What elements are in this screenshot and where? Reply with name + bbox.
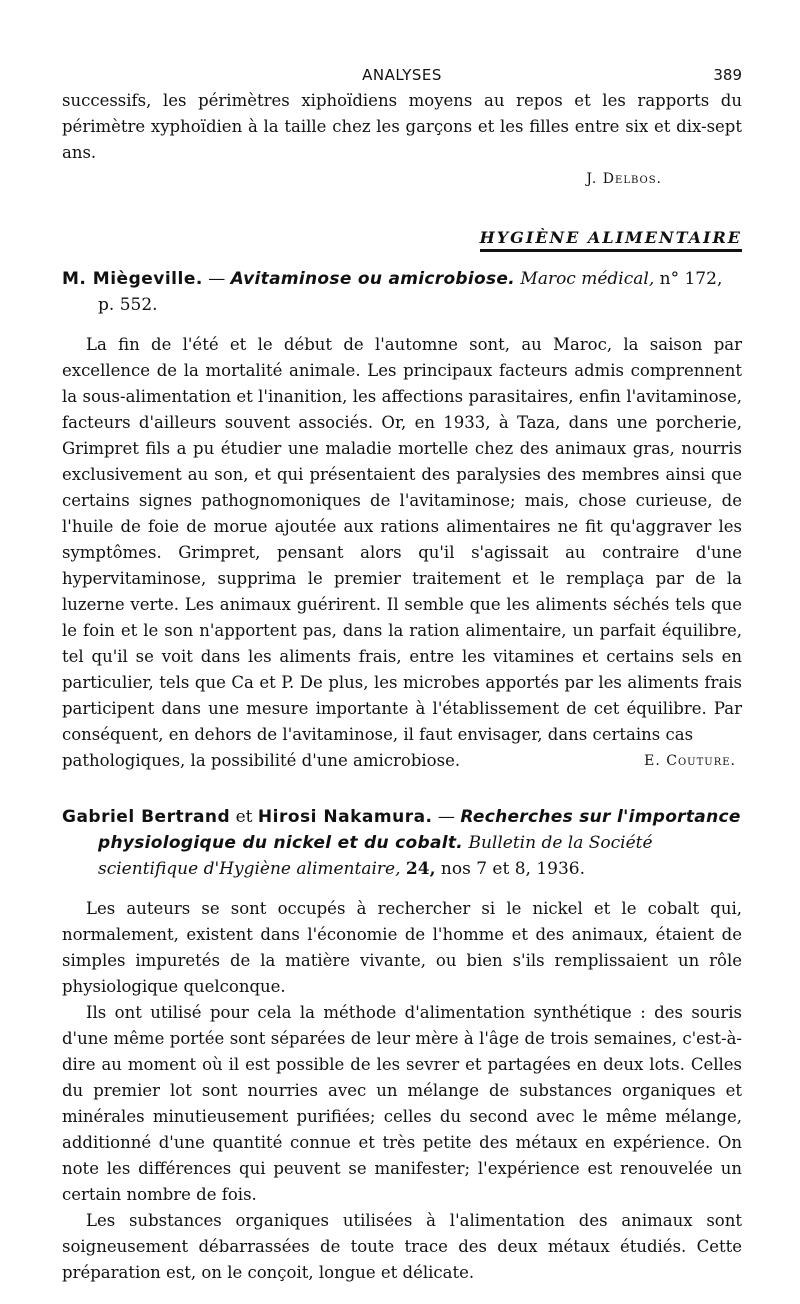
previous-article-text: successifs, les périmètres xiphoïdiens moyens au repos et les rapports du périmètre xyphoïdien à la taille chez les garçons et les filles entre six et dix-sept ans. <box>62 91 742 162</box>
running-title: ANALYSES <box>362 66 442 84</box>
entry-volume: 24, <box>405 859 436 879</box>
entry-heading <box>62 804 742 882</box>
page-number: 389 <box>713 66 742 84</box>
journal-page <box>62 58 742 1286</box>
section-heading <box>62 228 742 252</box>
entry-author: M. Miègeville. <box>62 269 203 289</box>
entry-last-line: pathologiques, la possibilité d'une amicrobiose. <box>62 751 461 770</box>
entry-citation: n° 172, p. 552. <box>98 269 723 315</box>
entry-dash: — <box>432 807 461 827</box>
entry-journal: Maroc médical, <box>520 269 655 289</box>
entry-dash: — <box>202 269 231 289</box>
entry-author: Gabriel Bertrand <box>62 807 231 827</box>
entry-paragraph: Ils ont utilisé pour cela la méthode d'alimentation synthétique : des souris d'une même portée sont séparées de leur mère à l'âge de trois semaines, c'est-à-dire au moment où il est possible de les sevrer et partagées en deux lots. Celles du premier lot sont nourries avec un mélange de substances organiques et minérales minutieusement purifiées; celles du second avec le même mélange, additionné d'une quantité connue et très petite des métaux en expérience. On note les différences qui peuvent se manifester; l'expérience est renouvelée un certain nombre de fois. <box>62 1003 742 1204</box>
entry-journal: Bulletin de la Société scientifique d'Hygiène alimentaire, <box>98 833 653 879</box>
review-entry <box>62 804 742 1286</box>
entry-closing-line <box>62 748 742 774</box>
entry-paragraph: Les auteurs se sont occupés à rechercher si le nickel et le cobalt qui, normalement, existent dans l'économie de l'homme et des animaux, étaient de simples impuretés de la matière vivante, ou bien s'ils remplissaient un rôle physiologique quelconque. <box>62 899 742 996</box>
entry-title: Avitaminose ou amicrobiose. <box>230 269 515 289</box>
review-entry <box>62 266 742 774</box>
entry-connector: et <box>230 807 258 827</box>
entry-heading <box>62 266 742 318</box>
entry-paragraph: Les substances organiques utilisées à l'alimentation des animaux sont soigneusement débarrassées de toute trace des deux métaux étudiés. Cette préparation est, on le conçoit, longue et délicate. <box>62 1211 742 1282</box>
previous-article-signature: J. Delbos. <box>586 171 662 187</box>
entry-title: Recherches sur l'importance physiologique du nickel et du cobalt. <box>98 807 741 853</box>
section-title: HYGIÈNE ALIMENTAIRE <box>480 228 742 252</box>
running-header <box>62 58 742 88</box>
entry-paragraph: La fin de l'été et le début de l'automne sont, au Maroc, la saison par excellence de la mortalité animale. Les principaux facteurs admis comprennent la sous-alimentation et l'inanition, les affections parasitaires, enfin l'avitaminose, facteurs d'ailleurs souvent associés. Or, en 1933, à Taza, dans une porcherie, Grimpret fils a pu étudier une maladie mortelle chez des animaux gras, nourris exclusivement au son, et qui présentaient des paralysies des membres ainsi que certains signes pathognomoniques de l'avitaminose; mais, chose curieuse, de l'huile de foie de morue ajoutée aux rations alimentaires ne fit qu'aggraver les symptômes. Grimpret, pensant alors qu'il s'agissait au contraire d'une hypervitaminose, supprima le premier traitement et le remplaça par de la luzerne verte. Les animaux guérirent. Il semble que les aliments séchés tels que le foin et le son n'apportent pas, dans la ration alimentaire, un parfait équilibre, tel qu'il se voit dans les aliments frais, entre les vitamines et certains sels en particulier, tels que Ca et P. De plus, les microbes apportés par les aliments frais participent dans une mesure importante à l'établissement de cet équilibre. Par conséquent, en dehors de l'avitaminose, il faut envisager, dans certains cas <box>62 335 742 744</box>
entry-signature: E. Couture. <box>644 753 736 769</box>
entry-author-2: Hirosi Nakamura. <box>257 807 433 827</box>
entry-citation: nos 7 et 8, 1936. <box>435 859 586 879</box>
